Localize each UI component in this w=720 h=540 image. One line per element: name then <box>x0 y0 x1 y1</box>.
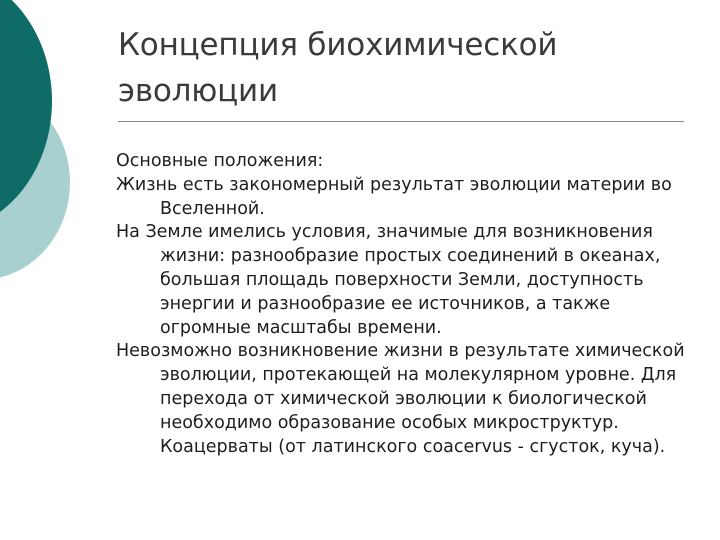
slide-body <box>116 150 706 459</box>
paragraph-heading: Основные положения: <box>116 151 324 171</box>
paragraph-3: Невозможно возникновение жизни в результате химической эволюции, протекающей на молекулярном уровне. Для перехода от химической эволюции к биологической необходимо образование особых микроструктур. Коацерваты (от латинского coacervus - сгусток, куча). <box>116 341 685 457</box>
slide-title: Концепция биохимической эволюции <box>118 27 558 109</box>
paragraph-1: Жизнь есть закономерный результат эволюции материи во Вселенной. <box>116 174 672 219</box>
title-divider <box>118 121 684 122</box>
paragraph-2: На Земле имелись условия, значимые для возникновения жизни: разнообразие простых соединений в океанах, большая площадь поверхности Земли, доступность энергии и разнообразие ее источников, а также огромные масштабы времени. <box>116 222 661 338</box>
